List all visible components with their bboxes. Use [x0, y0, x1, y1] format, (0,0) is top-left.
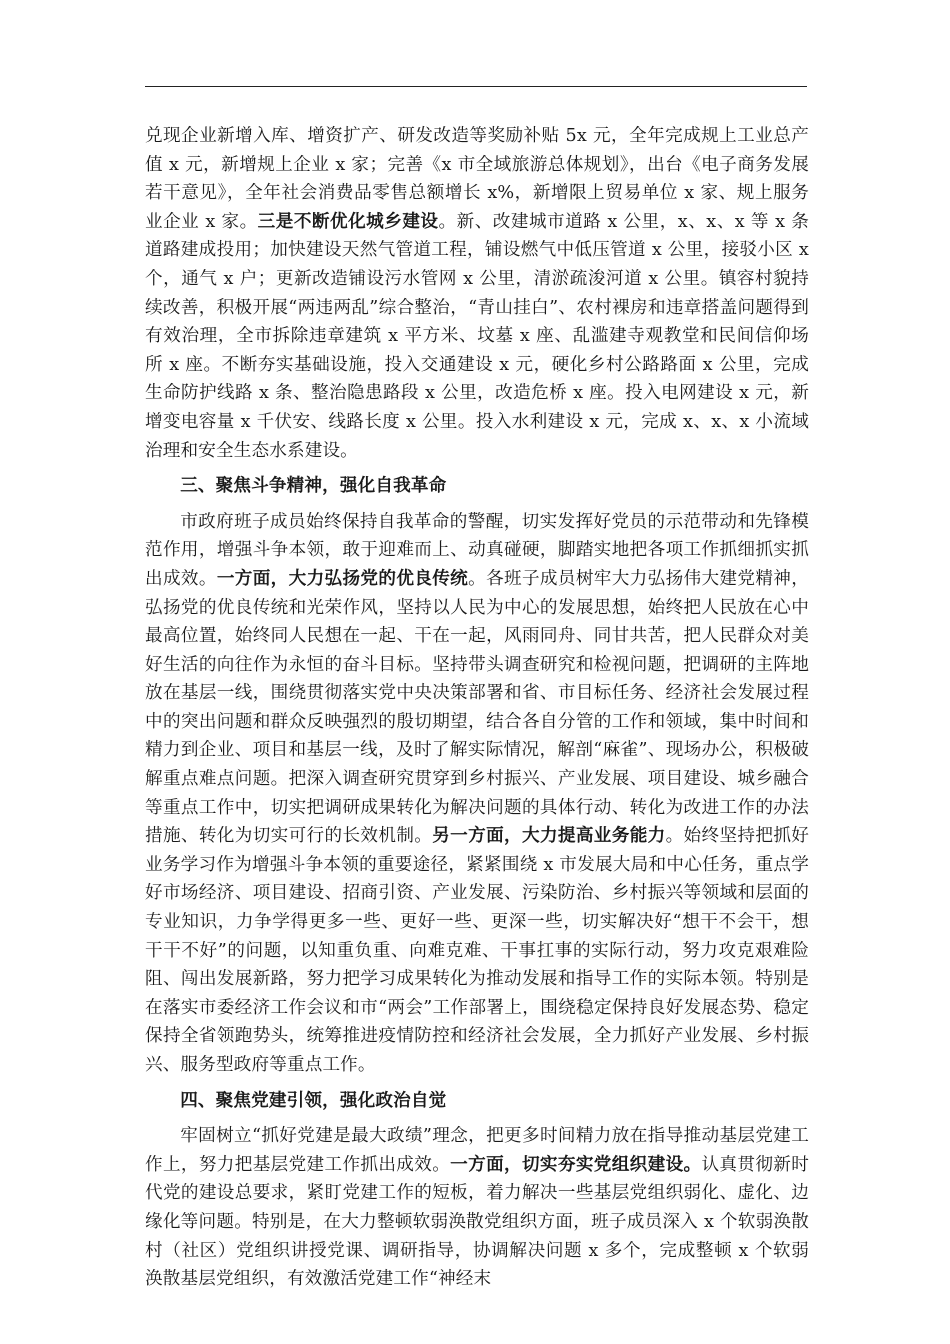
paragraph-2-bold-1: 一方面，大力弘扬党的优良传统: [216, 567, 469, 589]
paragraph-2-text-2: 。各班子成员树牢大力弘扬伟大建党精神，弘扬党的优良传统和光荣作风，坚持以人民为中心的发展思想，始终把人民放在心中最高位置，始终同人民想在一起、干在一起，风雨同舟、同甘共苦，把人民群众对美好生活的向往作为永恒的奋斗目标。坚持带头调查研究和检视问题，把调研的主阵地放在基层一线，围绕贯彻落实党中央决策部署和省、市目标任务、经济社会发展过程中的突出问题和群众反映强烈的殷切期望，结合各自分管的工作和领域，集中时间和精力到企业、项目和基层一线，及时了解实际情况，解剖“麻雀”、现场办公，积极破解重点难点问题。把深入调查研究贯穿到乡村振兴、产业发展、项目建设、城乡融合等重点工作中，切实把调研成果转化为解决问题的具体行动、转化为改进工作的办法措施、转化为切实可行的长效机制。: [145, 568, 809, 847]
paragraph-3: [145, 1122, 809, 1294]
paragraph-2-text-1: 市政府班子成员始终保持自我革命的警醒，切实发挥好党员的示范带动和先锋模范作用，增强斗争本领，敢于迎难而上、动真碰硬，脚踏实地把各项工作抓细抓实抓出成效。: [145, 511, 809, 589]
document-body: [145, 122, 809, 1294]
paragraph-1-text-1: 兑现企业新增入库、增资扩产、研发改造等奖励补贴 5x 元，全年完成规上工业总产值 x 元，新增规上企业 x 家；完善《x 市全域旅游总体规划》，出台《电子商务发展若干意见》，全年社会消费品零售总额增长 x%，新增限上贸易单位 x 家、规上服务业企业 x 家。: [145, 126, 809, 232]
section-heading-3: 三、聚焦斗争精神，强化自我革命: [180, 475, 447, 497]
paragraph-3-text-2: 认真贯彻新时代党的建设总要求，紧盯党建工作的短板，着力解决一些基层党组织弱化、虚化、边缘化等问题。特别是，在大力整顿软弱涣散党组织方面，班子成员深入 x 个软弱涣散村（社区）党组织讲授党课、调研指导，协调解决问题 x 多个，完成整顿 x 个软弱涣散基层党组织，有效激活党建工作“神经末: [145, 1154, 809, 1290]
paragraph-2-text-3: 。始终坚持把抓好业务学习作为增强斗争本领的重要途径，紧紧围绕 x 市发展大局和中心任务，重点学好市场经济、项目建设、招商引资、产业发展、污染防治、乡村振兴等领域和层面的专业知识，力争学得更多一些、更好一些、更深一些，切实解决好“想干不会干，想干干不好”的问题，以知重负重、向难克难、干事扛事的实际行动，努力攻克艰难险阻、闯出发展新路，努力把学习成果转化为推动发展和指导工作的实际本领。特别是在落实市委经济工作会议和市“两会”工作部署上，围绕稳定保持良好发展态势、稳定保持全省领跑势头，统筹推进疫情防控和经济社会发展，全力抓好产业发展、乡村振兴、服务型政府等重点工作。: [145, 826, 810, 1075]
paragraph-1-bold-1: 三是不断优化城乡建设: [257, 210, 439, 232]
paragraph-2: [145, 508, 809, 1080]
paragraph-2-bold-2: 另一方面，大力提高业务能力: [432, 825, 666, 847]
paragraph-3-text-1: 牢固树立“抓好党建是最大政绩”理念，把更多时间精力放在指导推动基层党建工作上，努力把基层党建工作抓出成效。: [145, 1126, 809, 1175]
section-heading-4: 四、聚焦党建引领，强化政治自觉: [180, 1089, 447, 1111]
paragraph-1: [145, 122, 809, 465]
paragraph-1-text-2: 。新、改建城市道路 x 公里，x、x、x 等 x 条道路建成投用；加快建设天然气管道工程，铺设燃气中低压管道 x 公里，接驳小区 x 个，通气 x 户；更新改造铺设污水管网 x 公里，清淤疏浚河道 x 公里。镇容村貌持续改善，积极开展“两违两乱”综合整治，“青山挂白”、农村裸房和违章搭盖问题得到有效治理，全市拆除违章建筑 x 平方米、坟墓 x 座、乱滥建寺观教堂和民间信仰场所 x 座。不断夯实基础设施，投入交通建设 x 元，硬化乡村公路路面 x 公里，完成生命防护线路 x 条、整治隐患路段 x 公里，改造危桥 x 座。投入电网建设 x 元，新增变电容量 x 千伏安、线路长度 x 公里。投入水利建设 x 元，完成 x、x、x 小流域治理和安全生态水系建设。: [145, 211, 809, 461]
header-rule: [145, 86, 807, 87]
paragraph-3-bold-1: 一方面，切实夯实党组织建设。: [450, 1153, 702, 1175]
